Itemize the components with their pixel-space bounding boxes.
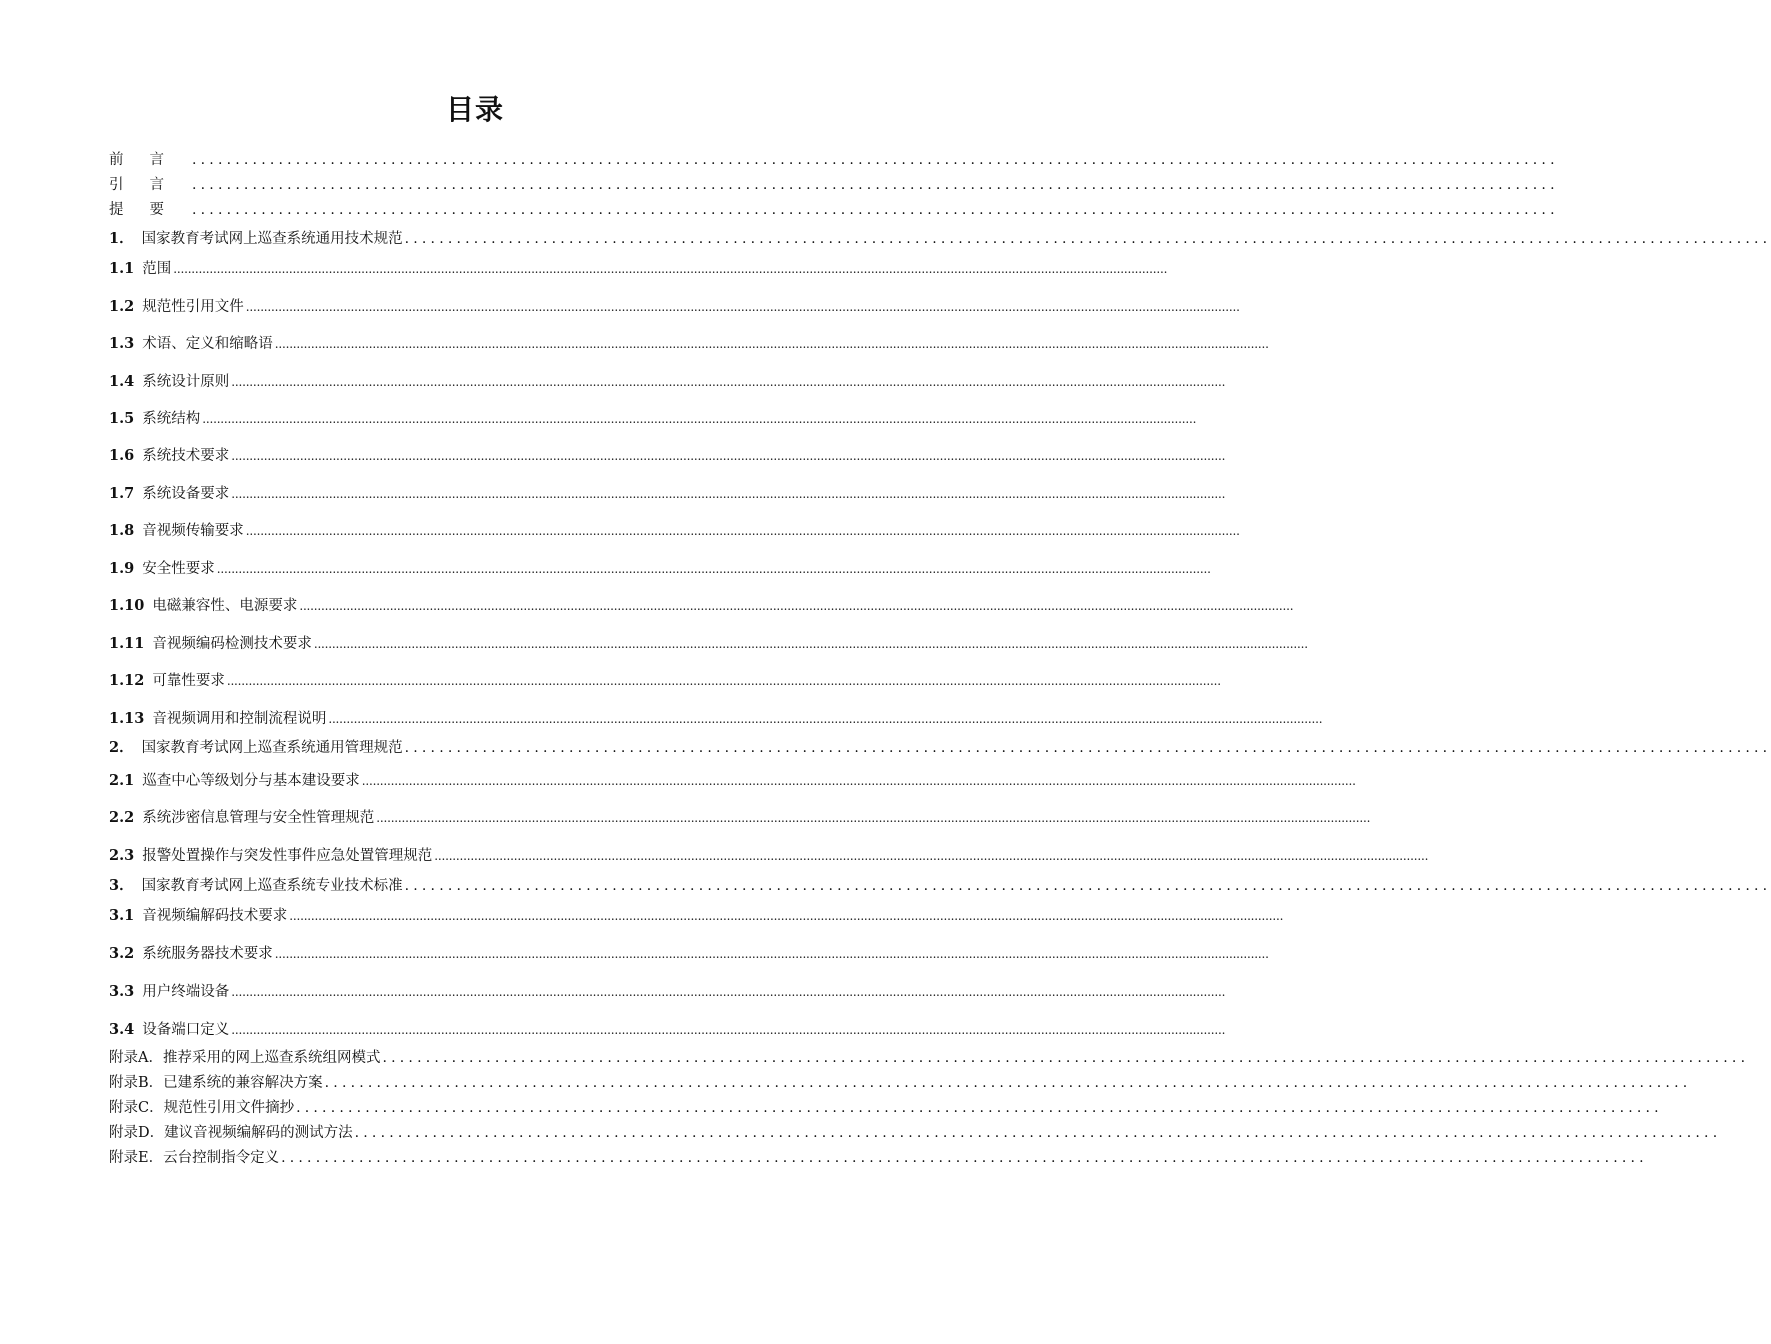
toc-entry-label: 音视频编码检测技术要求 — [152, 636, 312, 652]
toc-entry-label: 提要 — [109, 202, 190, 218]
toc-entry-label: 音视频编解码技术要求 — [142, 908, 288, 924]
toc-entry-number: 2.3 — [109, 847, 135, 864]
toc-entry[interactable] — [109, 634, 1308, 654]
toc-entry[interactable] — [109, 559, 1211, 579]
toc-entry[interactable] — [109, 409, 1197, 429]
toc-entry-number: 1.1 — [109, 260, 135, 277]
toc-entry-label: 安全性要求 — [142, 561, 215, 577]
toc-entry-number: 1.5 — [109, 410, 135, 427]
toc-entry-number: 3． — [109, 877, 134, 894]
toc-dot-leader: ................................................................................................................................................................................................................................................................................... — [231, 1023, 1226, 1037]
toc-entry[interactable] — [109, 1123, 1722, 1143]
toc-dot-leader: ................................................................................................................................................................................................................................................................................... — [173, 262, 1168, 276]
toc-dot-leader: ................................................................................................................................................................................................................................................................................... — [245, 524, 1240, 538]
toc-entry-number: 3.4 — [109, 1021, 135, 1038]
toc-entry-label: 系统设计原则 — [142, 374, 230, 390]
toc-entry[interactable] — [109, 846, 1429, 866]
toc-dot-leader: ................................................................................................................................................................................................................................................................................... — [361, 774, 1356, 788]
toc-entry-label: 用户终端设备 — [142, 984, 230, 1000]
toc-entry-label: 系统服务器技术要求 — [142, 946, 273, 962]
toc-entry[interactable] — [109, 596, 1294, 616]
toc-entry-number: 1.3 — [109, 335, 135, 352]
toc-entry-label: 规范性引用文件 — [142, 299, 244, 315]
toc-entry-label: 系统技术要求 — [142, 448, 230, 464]
toc-entry[interactable] — [109, 334, 1269, 354]
toc-entry-number: 2.2 — [109, 809, 135, 826]
toc-entry[interactable] — [109, 808, 1371, 828]
toc-dot-leader: ................................................................................................................................................................................................................................................................................... — [231, 985, 1226, 999]
toc-entry-number: 2． — [109, 739, 134, 756]
toc-dot-leader: ................................................................................................................................................................................................................................................................................... — [289, 909, 1284, 923]
toc-entry[interactable] — [109, 876, 1771, 896]
toc-entry-number: 1.12 — [109, 672, 145, 689]
toc-entry[interactable] — [109, 484, 1226, 504]
toc-dot-leader: .............................................................................................................................................................. — [192, 202, 1559, 218]
toc-dot-leader: .............................................................................................................................................................. — [404, 740, 1771, 756]
toc-dot-leader: .............................................................................................................................................................. — [324, 1075, 1692, 1091]
toc-entry-label: 术语、定义和缩略语 — [142, 336, 273, 352]
toc-entry-number: 1.4 — [109, 373, 135, 390]
toc-entry-number: 1.13 — [109, 710, 145, 727]
toc-entry-number: 1.10 — [109, 597, 145, 614]
toc-entry-label: 国家教育考试网上巡查系统专业技术标准 — [141, 878, 403, 894]
toc-entry-label: 设备端口定义 — [142, 1022, 230, 1038]
toc-entry[interactable] — [109, 1148, 1648, 1168]
toc-entry[interactable] — [109, 297, 1240, 317]
toc-entry-number: 3.1 — [109, 907, 135, 924]
toc-entry-number: 1.9 — [109, 560, 135, 577]
toc-dot-leader: .............................................................................................................................................................. — [404, 878, 1771, 894]
toc-entry[interactable] — [109, 1048, 1750, 1068]
toc-entry[interactable] — [109, 944, 1269, 964]
toc-entry[interactable] — [109, 150, 1559, 170]
toc-dot-leader: .............................................................................................................................................................. — [404, 231, 1771, 247]
toc-entry[interactable] — [109, 200, 1559, 220]
toc-dot-leader: ................................................................................................................................................................................................................................................................................... — [231, 487, 1226, 501]
toc-entry-label: 巡查中心等级划分与基本建设要求 — [142, 773, 360, 789]
toc-entry-label: 国家教育考试网上巡查系统通用技术规范 — [141, 231, 403, 247]
toc-entry[interactable] — [109, 229, 1771, 249]
toc-dot-leader: ................................................................................................................................................................................................................................................................................... — [216, 562, 1211, 576]
toc-entry[interactable] — [109, 906, 1284, 926]
toc-entry-number: 2.1 — [109, 772, 135, 789]
toc-entry[interactable] — [109, 1098, 1663, 1118]
toc-entry-label: 报警处置操作与突发性事件应急处置管理规范 — [142, 848, 433, 864]
toc-dot-leader: ................................................................................................................................................................................................................................................................................... — [299, 599, 1294, 613]
toc-dot-leader: .............................................................................................................................................................. — [281, 1150, 1648, 1166]
toc-entry-number: 1． — [109, 230, 134, 247]
toc-entry-label: 系统设备要求 — [142, 486, 230, 502]
toc-entry[interactable] — [109, 738, 1771, 758]
page-title: 目录 — [445, 93, 504, 126]
toc-entry[interactable] — [109, 671, 1221, 691]
toc-entry[interactable] — [109, 446, 1226, 466]
toc-entry-label: 国家教育考试网上巡查系统通用管理规范 — [141, 740, 403, 756]
toc-entry[interactable] — [109, 372, 1226, 392]
toc-dot-leader: ................................................................................................................................................................................................................................................................................... — [231, 449, 1226, 463]
toc-entry[interactable] — [109, 1073, 1692, 1093]
toc-dot-leader: ................................................................................................................................................................................................................................................................................... — [274, 947, 1269, 961]
toc-entry[interactable] — [109, 771, 1356, 791]
toc-entry-number: 1.11 — [109, 635, 145, 652]
toc-entry-label: 附录C．规范性引用文件摘抄 — [109, 1100, 295, 1116]
toc-entry-label: 系统结构 — [142, 411, 201, 427]
toc-entry-number: 1.7 — [109, 485, 135, 502]
toc-entry[interactable] — [109, 982, 1226, 1002]
toc-entry-number: 3.2 — [109, 945, 135, 962]
toc-entry-label: 音视频传输要求 — [142, 523, 244, 539]
toc-dot-leader: ................................................................................................................................................................................................................................................................................... — [376, 811, 1371, 825]
toc-entry-label: 附录E．云台控制指令定义 — [109, 1150, 280, 1166]
toc-entry[interactable] — [109, 1020, 1226, 1040]
toc-entry-label: 范围 — [142, 261, 172, 277]
toc-dot-leader: .............................................................................................................................................................. — [296, 1100, 1663, 1116]
toc-dot-leader: ................................................................................................................................................................................................................................................................................... — [434, 849, 1429, 863]
toc-entry-label: 系统涉密信息管理与安全性管理规范 — [142, 810, 375, 826]
toc-entry-label: 前言 — [109, 152, 190, 168]
toc-dot-leader: .............................................................................................................................................................. — [354, 1125, 1722, 1141]
toc-dot-leader: ................................................................................................................................................................................................................................................................................... — [313, 637, 1308, 651]
toc-entry-label: 引言 — [109, 177, 190, 193]
toc-dot-leader: ................................................................................................................................................................................................................................................................................... — [328, 712, 1323, 726]
toc-entry-label: 音视频调用和控制流程说明 — [152, 711, 327, 727]
toc-dot-leader: ................................................................................................................................................................................................................................................................................... — [231, 375, 1226, 389]
toc-entry-number: 3.3 — [109, 983, 135, 1000]
toc-entry[interactable] — [109, 259, 1168, 279]
toc-dot-leader: ................................................................................................................................................................................................................................................................................... — [202, 412, 1197, 426]
toc-dot-leader: ................................................................................................................................................................................................................................................................................... — [226, 674, 1221, 688]
toc-entry-label: 附录D．建议音视频编解码的测试方法 — [109, 1125, 353, 1141]
toc-entry-label: 附录A．推荐采用的网上巡查系统组网模式 — [109, 1050, 381, 1066]
toc-dot-leader: .............................................................................................................................................................. — [382, 1050, 1750, 1066]
toc-entry[interactable] — [109, 709, 1323, 729]
toc-entry[interactable] — [109, 175, 1559, 195]
toc-entry[interactable] — [109, 521, 1240, 541]
toc-dot-leader: ................................................................................................................................................................................................................................................................................... — [274, 337, 1269, 351]
toc-entry-number: 1.6 — [109, 447, 135, 464]
toc-entry-label: 附录B．已建系统的兼容解决方案 — [109, 1075, 323, 1091]
toc-dot-leader: .............................................................................................................................................................. — [192, 152, 1559, 168]
toc-entry-label: 电磁兼容性、电源要求 — [152, 598, 298, 614]
toc-dot-leader: .............................................................................................................................................................. — [192, 177, 1559, 193]
toc-entry-label: 可靠性要求 — [152, 673, 225, 689]
toc-entry-number: 1.8 — [109, 522, 135, 539]
toc-dot-leader: ................................................................................................................................................................................................................................................................................... — [245, 300, 1240, 314]
toc-entry-number: 1.2 — [109, 298, 135, 315]
